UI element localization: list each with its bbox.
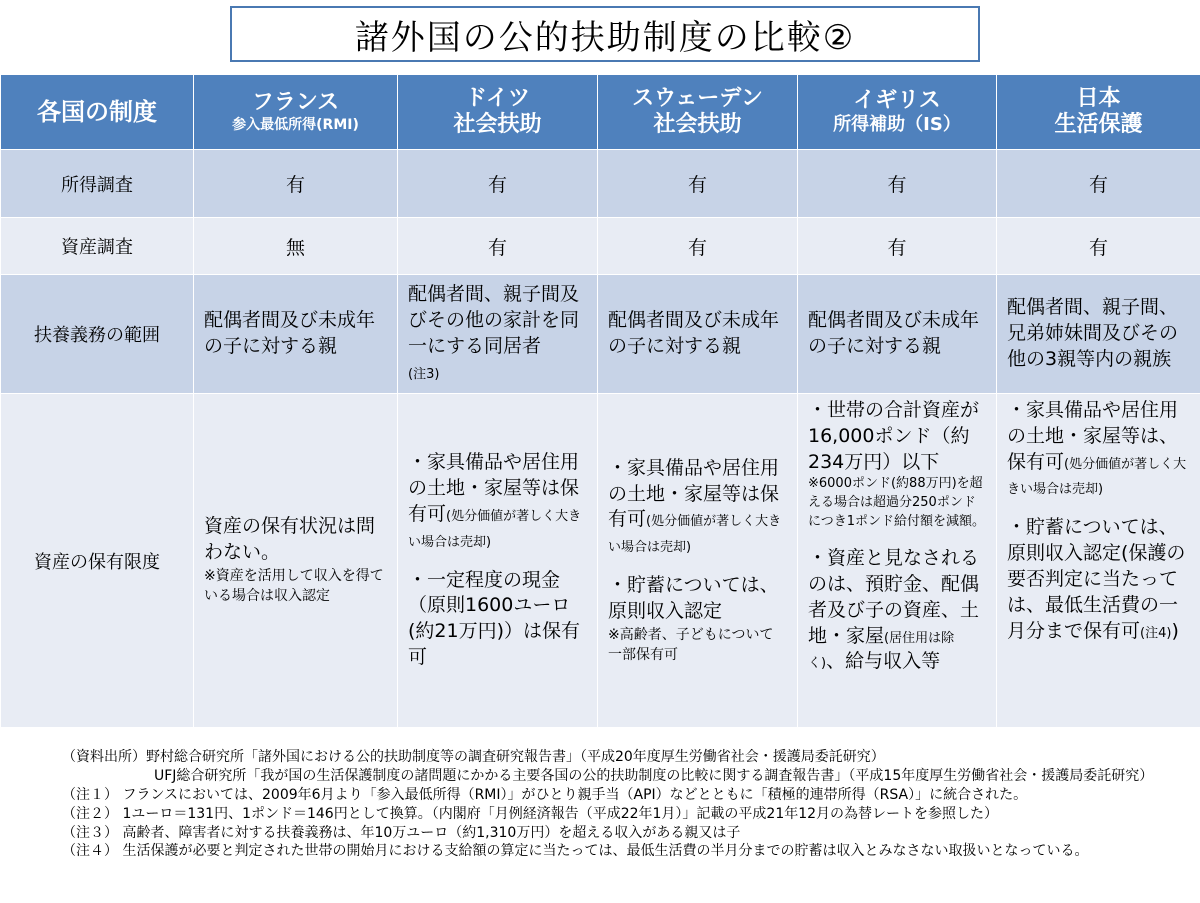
header-japan: 日本 生活保護 [997,75,1200,150]
row-label: 資産の保有限度 [1,394,194,728]
header-germany: ドイツ 社会扶助 [398,75,598,150]
header-france: フランス 参入最低所得(RMI) [194,75,398,150]
table-cell: 資産の保有状況は問わない。 ※資産を活用して収入を得ている場合は収入認定 [194,394,398,728]
header-corner: 各国の制度 [1,75,194,150]
page-title: 諸外国の公的扶助制度の比較② [230,6,980,62]
table-cell: 配偶者間、親子間、兄弟姉妹間及びその他の3親等内の親族 [997,275,1200,394]
table-cell: 有 [598,218,798,275]
header-uk: イギリス 所得補助（IS） [798,75,997,150]
table-row-income-test [1,150,1200,218]
table-cell: 配偶者間及び未成年の子に対する親 [598,275,798,394]
table-row-asset-limit [1,394,1200,728]
table-cell: ・家具備品や居住用の土地・家屋等は、保有可(処分価値が著しく大きい場合は売却) ・貯蓄については、原則収入認定(保護の要否判定に当たっては、最低生活費の一月分まで保有可(注4)) [997,394,1200,728]
table-cell: 有 [598,150,798,218]
table-cell: 有 [398,218,598,275]
table-cell: 配偶者間、親子間及びその他の家計を同一にする同居者 (注3) [398,275,598,394]
row-label: 扶養義務の範囲 [1,275,194,394]
source-note: （資料出所）野村総合研究所「諸外国における公的扶助制度等の調査研究報告書」（平成20年度厚生労働省社会・援護局委託研究） [62,749,885,765]
table-cell: 配偶者間及び未成年の子に対する親 [798,275,997,394]
footnote: （注１） フランスにおいては、2009年6月より「参入最低所得（RMI）」がひとり親手当（API）などとともに「積極的連帯所得（RSA）」に統合された。 [62,786,1028,803]
footnote: （注４） 生活保護が必要と判定された世帯の開始月における支給額の算定に当たっては、最低生活費の半月分までの貯蓄は収入とみなさない取扱いとなっている。 [62,843,1089,860]
table-cell: 有 [997,150,1200,218]
table-cell: 有 [194,150,398,218]
table-cell: 有 [997,218,1200,275]
table-cell: 配偶者間及び未成年の子に対する親 [194,275,398,394]
comparison-table [0,74,1200,728]
table-cell: ・世帯の合計資産が16,000ポンド（約234万円）以下 ※6000ポンド(約88万円)を超える場合は超過分250ポンドにつき1ポンド給付額を減額。 ・資産と見なされるのは、預貯金、配偶者及び子の資産、土地・家屋(居住用は除く)、給与収入等 [798,394,997,728]
table-row-asset-test [1,218,1200,275]
table-cell: 無 [194,218,398,275]
footnote: （注２） 1ユーロ＝131円、1ポンド＝146円として換算。（内閣府「月例経済報告（平成22年1月）」記載の平成21年12月の為替レートを参照した） [62,805,999,822]
footnote: （注３） 高齢者、障害者に対する扶養義務は、年10万ユーロ（約1,310万円）を超える収入がある親又は子 [62,824,741,841]
row-label: 所得調査 [1,150,194,218]
header-row [1,75,1200,150]
table-cell: 有 [398,150,598,218]
row-label: 資産調査 [1,218,194,275]
header-sweden: スウェーデン 社会扶助 [598,75,798,150]
table-cell: ・家具備品や居住用の土地・家屋等は保有可(処分価値が著しく大きい場合は売却) ・貯蓄については、原則収入認定 ※高齢者、子どもについて一部保有可 [598,394,798,728]
table-cell: 有 [798,218,997,275]
footnotes [62,748,1192,861]
table-cell: 有 [798,150,997,218]
table-row-support-duty [1,275,1200,394]
table-cell: ・家具備品や居住用の土地・家屋等は保有可(処分価値が著しく大きい場合は売却) ・一定程度の現金（原則1600ユーロ(約21万円)）は保有可 [398,394,598,728]
source-note: UFJ総合研究所「我が国の生活保護制度の諸問題にかかる主要各国の公的扶助制度の比較に関する調査報告書」（平成15年度厚生労働省社会・援護局委託研究） [154,767,1154,784]
